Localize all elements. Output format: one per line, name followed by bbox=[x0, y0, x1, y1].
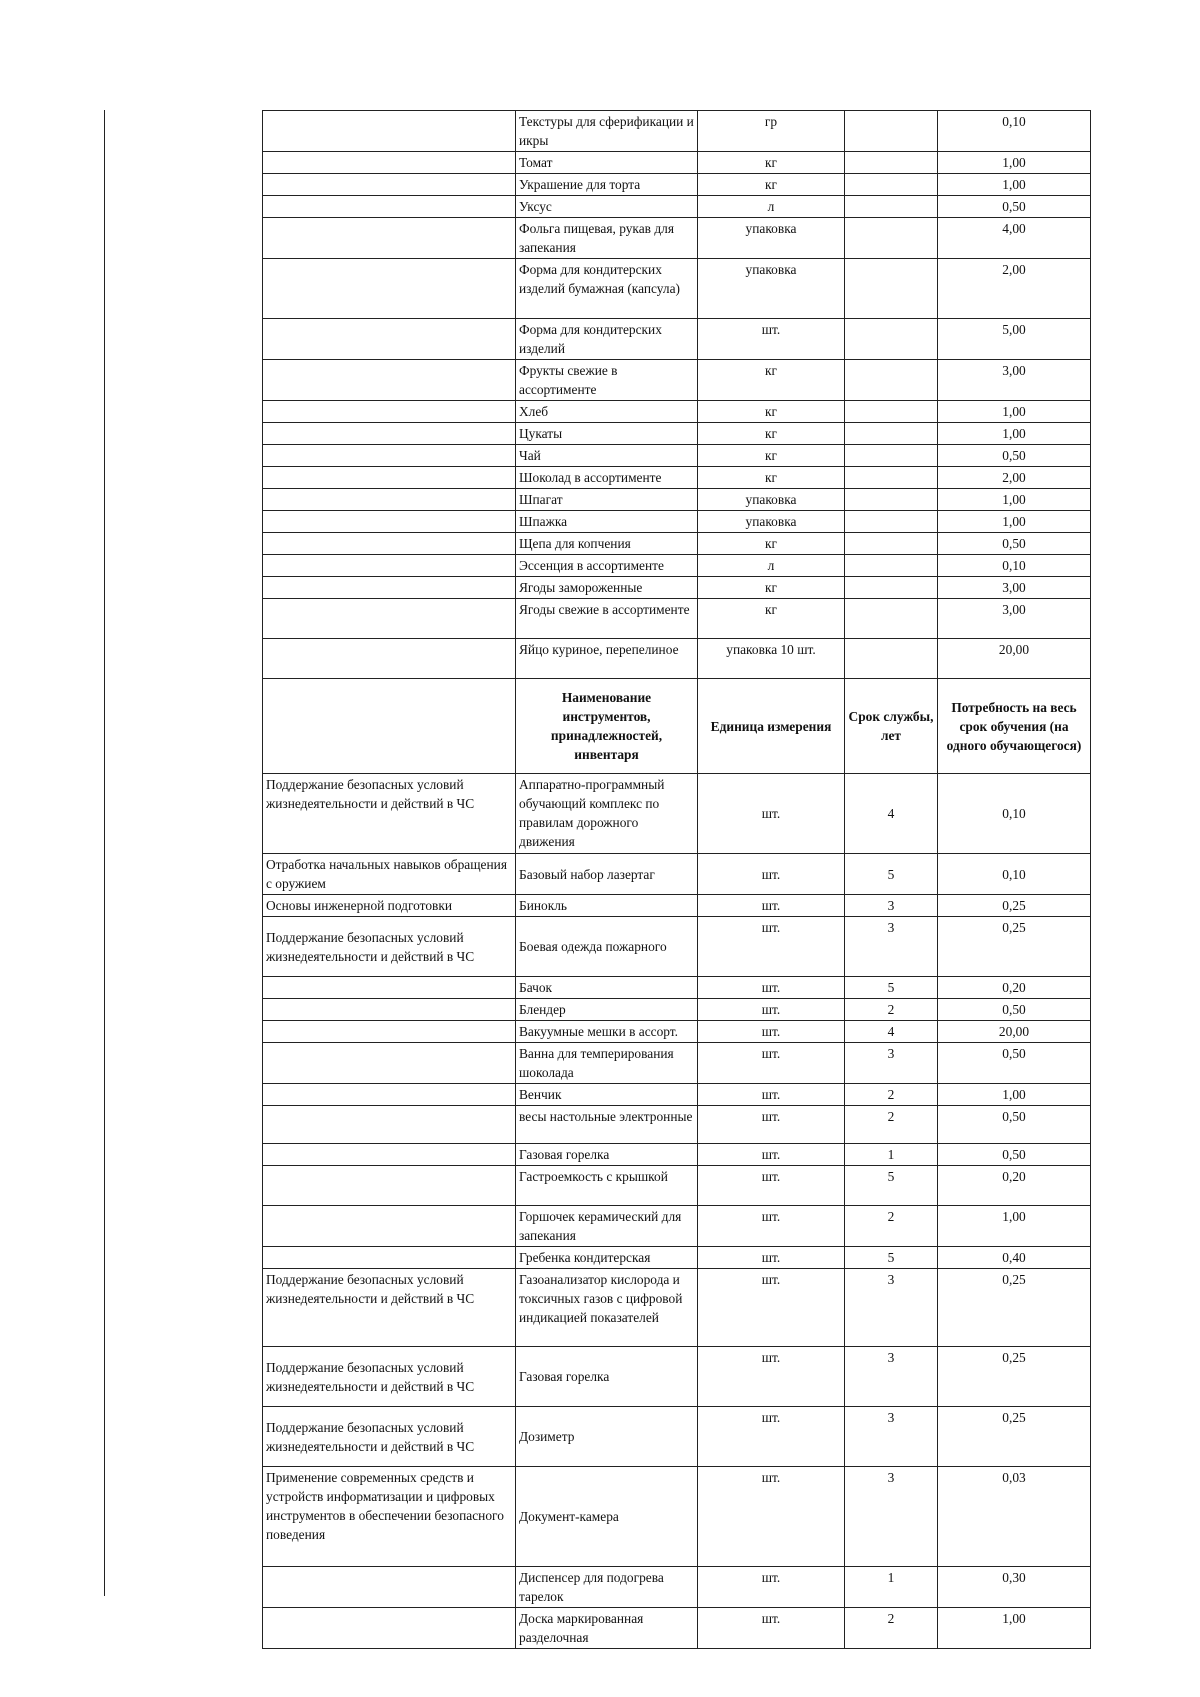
item-qty: 0,25 bbox=[938, 917, 1091, 977]
table-row bbox=[263, 1084, 1091, 1106]
table-row bbox=[263, 1247, 1091, 1269]
item-life: 2 bbox=[845, 999, 938, 1021]
item-name: Гастроемкость с крышкой bbox=[516, 1166, 698, 1206]
table-row bbox=[263, 977, 1091, 999]
item-qty: 0,40 bbox=[938, 1247, 1091, 1269]
item-name: Бачок bbox=[516, 977, 698, 999]
item-life bbox=[845, 218, 938, 259]
section-cell bbox=[263, 577, 516, 599]
item-unit: шт. bbox=[698, 319, 845, 360]
item-qty: 0,03 bbox=[938, 1467, 1091, 1567]
section-cell: Поддержание безопасных условий жизнедеятельности и действий в ЧС bbox=[263, 774, 516, 854]
table-row bbox=[263, 196, 1091, 218]
item-name: Форма для кондитерских изделий бумажная (капсула) bbox=[516, 259, 698, 319]
item-life: 2 bbox=[845, 1084, 938, 1106]
item-qty: 0,25 bbox=[938, 1269, 1091, 1347]
table-row bbox=[263, 259, 1091, 319]
section-cell bbox=[263, 467, 516, 489]
item-unit: шт. bbox=[698, 1144, 845, 1166]
item-name: Дозиметр bbox=[516, 1407, 698, 1467]
item-name: Украшение для торта bbox=[516, 174, 698, 196]
item-name: весы настольные электронные bbox=[516, 1106, 698, 1144]
section-cell: Поддержание безопасных условий жизнедеятельности и действий в ЧС bbox=[263, 1269, 516, 1347]
item-life bbox=[845, 401, 938, 423]
item-unit: кг bbox=[698, 152, 845, 174]
item-unit: шт. bbox=[698, 977, 845, 999]
section-cell bbox=[263, 511, 516, 533]
table-row bbox=[263, 319, 1091, 360]
item-name: Чай bbox=[516, 445, 698, 467]
item-qty: 1,00 bbox=[938, 152, 1091, 174]
item-qty: 0,25 bbox=[938, 1347, 1091, 1407]
item-qty: 2,00 bbox=[938, 259, 1091, 319]
item-unit: шт. bbox=[698, 854, 845, 895]
item-life: 3 bbox=[845, 895, 938, 917]
table-row bbox=[263, 1166, 1091, 1206]
item-qty: 4,00 bbox=[938, 218, 1091, 259]
item-unit: шт. bbox=[698, 1608, 845, 1649]
item-qty: 0,20 bbox=[938, 1166, 1091, 1206]
section-cell bbox=[263, 423, 516, 445]
section-cell bbox=[263, 639, 516, 679]
item-qty: 1,00 bbox=[938, 1608, 1091, 1649]
item-life bbox=[845, 599, 938, 639]
item-qty: 1,00 bbox=[938, 174, 1091, 196]
item-qty: 3,00 bbox=[938, 577, 1091, 599]
item-life: 2 bbox=[845, 1106, 938, 1144]
table-row bbox=[263, 639, 1091, 679]
header-life: Срок службы, лет bbox=[845, 679, 938, 774]
item-qty: 20,00 bbox=[938, 639, 1091, 679]
item-life: 5 bbox=[845, 1247, 938, 1269]
item-name: Ванна для темперирования шоколада bbox=[516, 1043, 698, 1084]
item-unit: кг bbox=[698, 467, 845, 489]
item-unit: шт. bbox=[698, 999, 845, 1021]
item-name: Гребенка кондитерская bbox=[516, 1247, 698, 1269]
item-unit: кг bbox=[698, 577, 845, 599]
table-row bbox=[263, 1347, 1091, 1407]
item-qty: 1,00 bbox=[938, 1084, 1091, 1106]
item-qty: 0,20 bbox=[938, 977, 1091, 999]
item-life: 2 bbox=[845, 1206, 938, 1247]
item-qty: 0,50 bbox=[938, 1106, 1091, 1144]
item-name: Томат bbox=[516, 152, 698, 174]
table-row bbox=[263, 152, 1091, 174]
section-cell bbox=[263, 218, 516, 259]
item-life bbox=[845, 196, 938, 218]
item-life: 5 bbox=[845, 977, 938, 999]
section-cell bbox=[263, 1608, 516, 1649]
item-qty: 1,00 bbox=[938, 401, 1091, 423]
table-row bbox=[263, 1608, 1091, 1649]
item-unit: шт. bbox=[698, 1247, 845, 1269]
item-name: Бинокль bbox=[516, 895, 698, 917]
item-qty: 0,10 bbox=[938, 111, 1091, 152]
item-name: Шпагат bbox=[516, 489, 698, 511]
section-cell bbox=[263, 152, 516, 174]
item-unit: шт. bbox=[698, 1106, 845, 1144]
item-unit: шт. bbox=[698, 895, 845, 917]
item-unit: шт. bbox=[698, 1206, 845, 1247]
item-life: 1 bbox=[845, 1144, 938, 1166]
item-unit: л bbox=[698, 196, 845, 218]
table-row bbox=[263, 1021, 1091, 1043]
item-unit: кг bbox=[698, 174, 845, 196]
table-row bbox=[263, 854, 1091, 895]
table-row bbox=[263, 511, 1091, 533]
item-name: Газовая горелка bbox=[516, 1144, 698, 1166]
section-cell bbox=[263, 533, 516, 555]
item-qty: 0,10 bbox=[938, 555, 1091, 577]
section-cell bbox=[263, 196, 516, 218]
item-unit: шт. bbox=[698, 1347, 845, 1407]
section-cell bbox=[263, 1106, 516, 1144]
table-row bbox=[263, 467, 1091, 489]
item-name: Газоанализатор кислорода и токсичных газов с цифровой индикацией показателей bbox=[516, 1269, 698, 1347]
item-life: 2 bbox=[845, 1608, 938, 1649]
item-life bbox=[845, 511, 938, 533]
item-unit: шт. bbox=[698, 1043, 845, 1084]
item-unit: упаковка bbox=[698, 489, 845, 511]
item-unit: шт. bbox=[698, 917, 845, 977]
item-unit: л bbox=[698, 555, 845, 577]
item-life bbox=[845, 111, 938, 152]
inventory-table bbox=[262, 110, 1091, 1649]
section-cell bbox=[263, 555, 516, 577]
item-life: 3 bbox=[845, 1407, 938, 1467]
table-row bbox=[263, 1467, 1091, 1567]
item-qty: 3,00 bbox=[938, 360, 1091, 401]
table-row bbox=[263, 360, 1091, 401]
item-name: Ягоды свежие в ассортименте bbox=[516, 599, 698, 639]
item-life bbox=[845, 445, 938, 467]
item-name: Шоколад в ассортименте bbox=[516, 467, 698, 489]
table-row bbox=[263, 1144, 1091, 1166]
item-name: Текстуры для сферификации и икры bbox=[516, 111, 698, 152]
item-unit: упаковка bbox=[698, 259, 845, 319]
table-row bbox=[263, 1106, 1091, 1144]
item-unit: упаковка 10 шт. bbox=[698, 639, 845, 679]
item-unit: кг bbox=[698, 533, 845, 555]
item-name: Диспенсер для подогрева тарелок bbox=[516, 1567, 698, 1608]
item-qty: 0,10 bbox=[938, 854, 1091, 895]
item-unit: гр bbox=[698, 111, 845, 152]
item-qty: 0,50 bbox=[938, 445, 1091, 467]
item-name: Боевая одежда пожарного bbox=[516, 917, 698, 977]
item-life bbox=[845, 467, 938, 489]
table-row bbox=[263, 999, 1091, 1021]
item-qty: 1,00 bbox=[938, 489, 1091, 511]
item-name: Цукаты bbox=[516, 423, 698, 445]
item-name: Базовый набор лазертаг bbox=[516, 854, 698, 895]
item-qty: 0,50 bbox=[938, 1144, 1091, 1166]
item-unit: кг bbox=[698, 599, 845, 639]
table-row bbox=[263, 555, 1091, 577]
item-life: 3 bbox=[845, 1269, 938, 1347]
header-unit: Единица измерения bbox=[698, 679, 845, 774]
item-life: 5 bbox=[845, 854, 938, 895]
item-qty: 0,50 bbox=[938, 1043, 1091, 1084]
item-life: 3 bbox=[845, 1043, 938, 1084]
section-header-cell bbox=[263, 679, 516, 774]
section-cell bbox=[263, 1247, 516, 1269]
margin-rule bbox=[104, 110, 105, 1596]
item-qty: 0,30 bbox=[938, 1567, 1091, 1608]
section-cell bbox=[263, 445, 516, 467]
section-cell bbox=[263, 401, 516, 423]
item-qty: 1,00 bbox=[938, 1206, 1091, 1247]
table-row bbox=[263, 218, 1091, 259]
section-cell bbox=[263, 489, 516, 511]
section-cell bbox=[263, 259, 516, 319]
item-unit: шт. bbox=[698, 1567, 845, 1608]
section-cell bbox=[263, 599, 516, 639]
table-row bbox=[263, 1407, 1091, 1467]
table-row bbox=[263, 599, 1091, 639]
item-unit: кг bbox=[698, 445, 845, 467]
item-life: 3 bbox=[845, 1467, 938, 1567]
item-life bbox=[845, 555, 938, 577]
item-qty: 1,00 bbox=[938, 423, 1091, 445]
table-row bbox=[263, 917, 1091, 977]
item-name: Форма для кондитерских изделий bbox=[516, 319, 698, 360]
item-qty: 0,25 bbox=[938, 1407, 1091, 1467]
item-qty: 0,10 bbox=[938, 774, 1091, 854]
item-name: Яйцо куриное, перепелиное bbox=[516, 639, 698, 679]
table-row bbox=[263, 533, 1091, 555]
item-name: Горшочек керамический для запекания bbox=[516, 1206, 698, 1247]
item-life bbox=[845, 259, 938, 319]
table-row bbox=[263, 1567, 1091, 1608]
item-name: Щепа для копчения bbox=[516, 533, 698, 555]
section-cell bbox=[263, 999, 516, 1021]
table-row bbox=[263, 774, 1091, 854]
table-row bbox=[263, 895, 1091, 917]
item-life bbox=[845, 533, 938, 555]
item-unit: шт. bbox=[698, 1407, 845, 1467]
item-qty: 0,25 bbox=[938, 895, 1091, 917]
table-row bbox=[263, 111, 1091, 152]
header-name: Наименование инструментов, принадлежностей, инвентаря bbox=[516, 679, 698, 774]
section-cell bbox=[263, 1206, 516, 1247]
item-life: 3 bbox=[845, 917, 938, 977]
section-cell bbox=[263, 977, 516, 999]
section-cell bbox=[263, 319, 516, 360]
table-row bbox=[263, 489, 1091, 511]
section-cell bbox=[263, 360, 516, 401]
table-header-row bbox=[263, 679, 1091, 774]
table-row bbox=[263, 423, 1091, 445]
section-cell: Поддержание безопасных условий жизнедеятельности и действий в ЧС bbox=[263, 1407, 516, 1467]
item-name: Эссенция в ассортименте bbox=[516, 555, 698, 577]
item-qty: 2,00 bbox=[938, 467, 1091, 489]
section-cell bbox=[263, 174, 516, 196]
section-cell bbox=[263, 1567, 516, 1608]
item-unit: шт. bbox=[698, 1269, 845, 1347]
item-unit: кг bbox=[698, 423, 845, 445]
table-row bbox=[263, 577, 1091, 599]
item-name: Хлеб bbox=[516, 401, 698, 423]
table-row bbox=[263, 445, 1091, 467]
item-name: Газовая горелка bbox=[516, 1347, 698, 1407]
section-cell bbox=[263, 1144, 516, 1166]
item-unit: шт. bbox=[698, 774, 845, 854]
item-life: 4 bbox=[845, 1021, 938, 1043]
item-qty: 0,50 bbox=[938, 196, 1091, 218]
section-cell bbox=[263, 1084, 516, 1106]
item-name: Венчик bbox=[516, 1084, 698, 1106]
item-name: Уксус bbox=[516, 196, 698, 218]
table-row bbox=[263, 1269, 1091, 1347]
table-row bbox=[263, 174, 1091, 196]
section-cell: Отработка начальных навыков обращения с оружием bbox=[263, 854, 516, 895]
section-cell bbox=[263, 1043, 516, 1084]
item-life bbox=[845, 152, 938, 174]
item-name: Ягоды замороженные bbox=[516, 577, 698, 599]
item-life bbox=[845, 489, 938, 511]
section-cell bbox=[263, 1021, 516, 1043]
item-qty: 1,00 bbox=[938, 511, 1091, 533]
item-unit: упаковка bbox=[698, 218, 845, 259]
item-life bbox=[845, 174, 938, 196]
item-qty: 0,50 bbox=[938, 999, 1091, 1021]
item-name: Шпажка bbox=[516, 511, 698, 533]
item-unit: шт. bbox=[698, 1467, 845, 1567]
item-life bbox=[845, 319, 938, 360]
table-row bbox=[263, 1043, 1091, 1084]
section-cell bbox=[263, 111, 516, 152]
item-qty: 0,50 bbox=[938, 533, 1091, 555]
section-cell: Применение современных средств и устройств информатизации и цифровых инструментов в обеспечении безопасного поведения bbox=[263, 1467, 516, 1567]
item-life: 4 bbox=[845, 774, 938, 854]
item-name: Блендер bbox=[516, 999, 698, 1021]
item-unit: кг bbox=[698, 401, 845, 423]
item-name: Аппаратно-программный обучающий комплекс по правилам дорожного движения bbox=[516, 774, 698, 854]
section-cell bbox=[263, 1166, 516, 1206]
section-cell: Поддержание безопасных условий жизнедеятельности и действий в ЧС bbox=[263, 1347, 516, 1407]
table-row bbox=[263, 401, 1091, 423]
section-cell: Поддержание безопасных условий жизнедеятельности и действий в ЧС bbox=[263, 917, 516, 977]
header-qty: Потребность на весь срок обучения (на одного обучающегося) bbox=[938, 679, 1091, 774]
item-name: Доска маркированная разделочная bbox=[516, 1608, 698, 1649]
item-unit: шт. bbox=[698, 1166, 845, 1206]
item-unit: кг bbox=[698, 360, 845, 401]
section-cell: Основы инженерной подготовки bbox=[263, 895, 516, 917]
item-unit: шт. bbox=[698, 1084, 845, 1106]
item-life bbox=[845, 360, 938, 401]
item-qty: 20,00 bbox=[938, 1021, 1091, 1043]
item-name: Документ-камера bbox=[516, 1467, 698, 1567]
item-name: Вакуумные мешки в ассорт. bbox=[516, 1021, 698, 1043]
item-unit: упаковка bbox=[698, 511, 845, 533]
item-qty: 5,00 bbox=[938, 319, 1091, 360]
item-name: Фрукты свежие в ассортименте bbox=[516, 360, 698, 401]
item-life bbox=[845, 577, 938, 599]
item-name: Фольга пищевая, рукав для запекания bbox=[516, 218, 698, 259]
item-life: 5 bbox=[845, 1166, 938, 1206]
table-row bbox=[263, 1206, 1091, 1247]
item-life bbox=[845, 639, 938, 679]
item-life: 3 bbox=[845, 1347, 938, 1407]
item-life bbox=[845, 423, 938, 445]
item-life: 1 bbox=[845, 1567, 938, 1608]
item-unit: шт. bbox=[698, 1021, 845, 1043]
item-qty: 3,00 bbox=[938, 599, 1091, 639]
